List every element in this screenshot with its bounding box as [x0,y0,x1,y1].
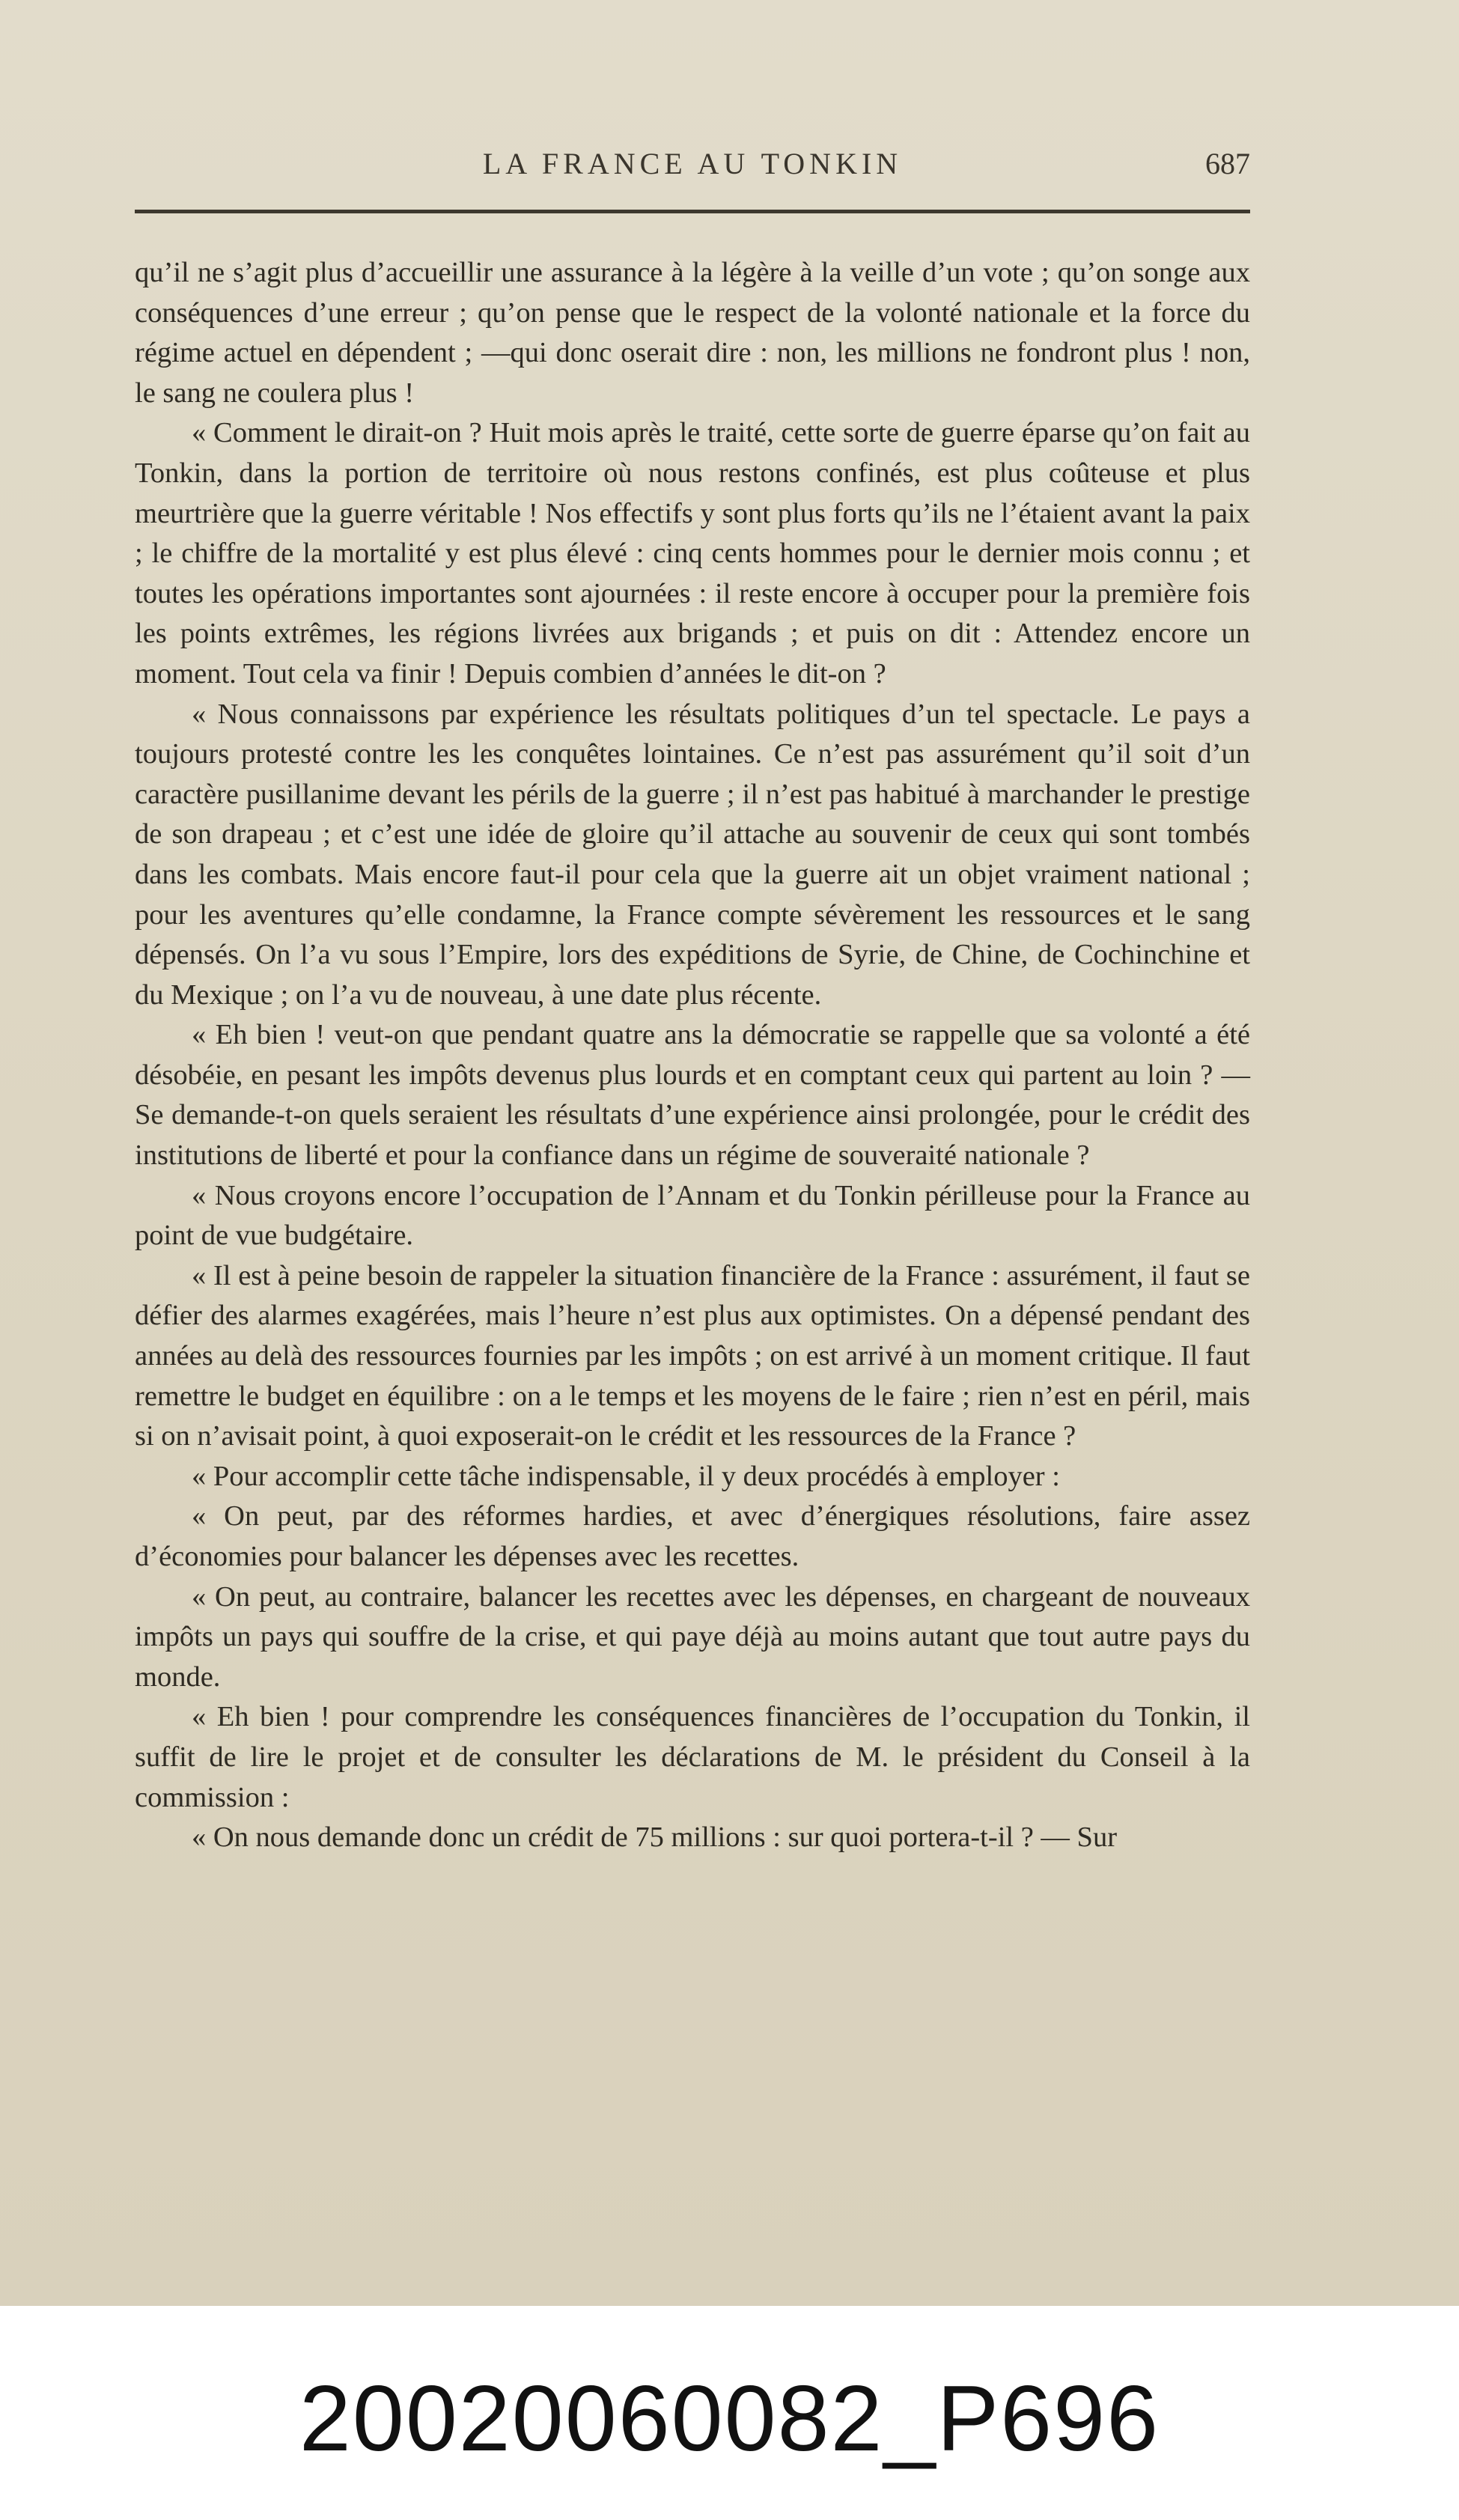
paragraph-10: « Eh bien ! pour comprendre les conséquences financières de l’occupation du Tonkin, il suffit de lire le projet et de consulter les déclarations de M. le président du Conseil à la commission : [135,1701,1250,1813]
paragraph-5: « Nous croyons encore l’occupation de l’Annam et du Tonkin périlleuse pour la France au point de vue budgétaire. [135,1179,1250,1252]
paragraph-8: « On peut, par des réformes hardies, et avec d’énergiques résolutions, faire assez d’économies pour balancer les dépenses avec les recettes. [135,1500,1250,1572]
paragraph-9: « On peut, au contraire, balancer les recettes avec les dépenses, en chargeant de nouveaux impôts un pays qui souffre de la crise, et qui paye déjà au moins autant que tout autre pays du monde. [135,1580,1250,1693]
document-identifier: 20020060082_P696 [299,2367,1160,2471]
paragraph-11: « On nous demande donc un crédit de 75 millions : sur quoi portera-t-il ? — Sur [192,1821,1118,1854]
paragraph-6: « Il est à peine besoin de rappeler la situation financière de la France : assurément, il faut se défier des alarmes exagérées, mais l’heure n’est plus aux optimistes. On a dépensé pendant des années au delà des ressources fournies par les impôts ; on est arrivé à un moment critique. Il faut remettre le budget en équilibre : on a le temps et les moyens de le faire ; rien n’est en péril, mais si on n’avisait point, à quoi exposerait-on le crédit et les ressources de la France ? [135,1259,1250,1452]
running-title: LA FRANCE AU TONKIN [482,147,903,180]
header-rule [135,210,1250,213]
paragraph-1: qu’il ne s’agit plus d’accueillir une assurance à la légère à la veille d’un vote ; qu’on songe aux conséquences d’une erreur ; qu’on pense que le respect de la volonté nationale et la force du régime actuel en dépendent ; —qui donc oserait dire : non, les millions ne fondront plus ! non, le sang ne coulera plus ! [135,257,1250,409]
paragraph-4: « Eh bien ! veut-on que pendant quatre ans la démocratie se rappelle que sa volonté a été désobéie, en pesant les impôts devenus plus lourds et en comptant ceux qui partent au loin ? — Se demande-t-on quels seraient les résultats d’une expérience ainsi prolongée, pour le crédit des institutions de liberté et pour la confiance dans un régime de souveraité nationale ? [135,1019,1250,1172]
paragraph-3: « Nous connaissons par expérience les résultats politiques d’un tel spectacle. Le pays a toujours protesté contre les les conquêtes lointaines. Ce n’est pas assurément qu’il soit d’un caractère pusillanime devant les périls de la guerre ; il n’est pas habitué à marchander le prestige de son drapeau ; et c’est une idée de gloire qu’il attache au souvenir de ceux qui sont tombés dans les combats. Mais encore faut-il pour cela que la guerre ait un objet vraiment national ; pour les aventures qu’elle condamne, la France compte sévèrement les ressources et le sang dépensés. On l’a vu sous l’Empire, lors des expéditions de Syrie, de Chine, de Cochinchine et du Mexique ; on l’a vu de nouveau, à une date plus récente. [135,698,1250,1011]
page-header [135,146,1250,183]
body-text [135,253,1250,1858]
paragraph-2: « Comment le dirait-on ? Huit mois après le traité, cette sorte de guerre éparse qu’on fait au Tonkin, dans la portion de territoire où nous restons confinés, est plus coûteuse et plus meurtrière que la guerre véritable ! Nos effectifs y sont plus forts qu’ils ne l’étaient avant la paix ; le chiffre de la mortalité y est plus élevé : cinq cents hommes pour le dernier mois connu ; et toutes les opérations importantes sont ajournées : il reste encore à occuper pour la première fois les points extrêmes, les régions livrées aux brigands ; et puis on dit : Attendez encore un moment. Tout cela va finir ! Depuis combien d’années le dit-on ? [135,417,1250,690]
page-number: 687 [1205,147,1250,180]
paragraph-7: « Pour accomplir cette tâche indispensable, il y deux procédés à employer : [192,1460,1060,1492]
